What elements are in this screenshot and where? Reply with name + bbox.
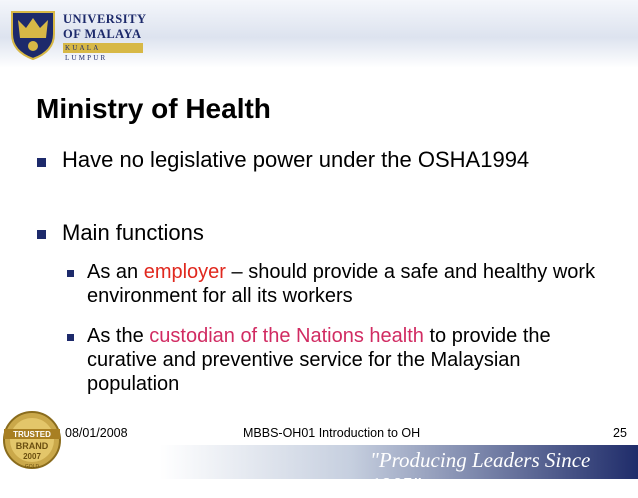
- logo-line-kuala-lumpur: KUALA LUMPUR: [63, 43, 143, 53]
- sub1-highlight-employer: employer: [143, 261, 226, 283]
- badge-gold: GOLD: [24, 464, 40, 470]
- crest-icon: [8, 8, 58, 60]
- university-logo: [8, 6, 148, 62]
- badge-trusted: TRUSTED: [13, 430, 51, 439]
- badge-year: 2007: [23, 452, 41, 461]
- footer-date: 08/01/2008: [65, 426, 128, 440]
- footer-slogan: "Producing Leaders Since 1905": [370, 448, 591, 497]
- bullet-marker-icon: [37, 230, 46, 239]
- sub-bullet-marker-icon: [67, 270, 74, 277]
- sub-bullet-employer: [87, 260, 607, 308]
- bullet-marker-icon: [37, 158, 46, 167]
- trusted-brand-badge-icon: [2, 405, 62, 475]
- sub2-pre: As the: [87, 325, 150, 347]
- logo-line-university: UNIVERSITY: [63, 12, 147, 26]
- footer-page-number: 25: [613, 426, 627, 440]
- logo-line-of-malaya: OF MALAYA: [63, 27, 142, 41]
- slide-title: Ministry of Health: [36, 93, 271, 124]
- sub1-post: – should provide a safe and healthy work environment for all its workers: [87, 261, 596, 307]
- sub2-highlight-custodian: custodian of the Nations health: [149, 325, 424, 347]
- badge-brand: BRAND: [15, 441, 49, 451]
- footer-course: MBBS-OH01 Introduction to OH: [243, 426, 421, 440]
- sub2-post: to provide the curative and preventive service for the Malaysian population: [87, 325, 551, 395]
- sub1-pre: As an: [87, 261, 144, 283]
- bullet-legislative-power: Have no legislative power under the OSHA1994: [62, 147, 530, 172]
- bullet-main-functions: Main functions: [62, 220, 204, 245]
- sub-bullet-marker-icon: [67, 334, 74, 341]
- sub-bullet-custodian: [87, 324, 607, 396]
